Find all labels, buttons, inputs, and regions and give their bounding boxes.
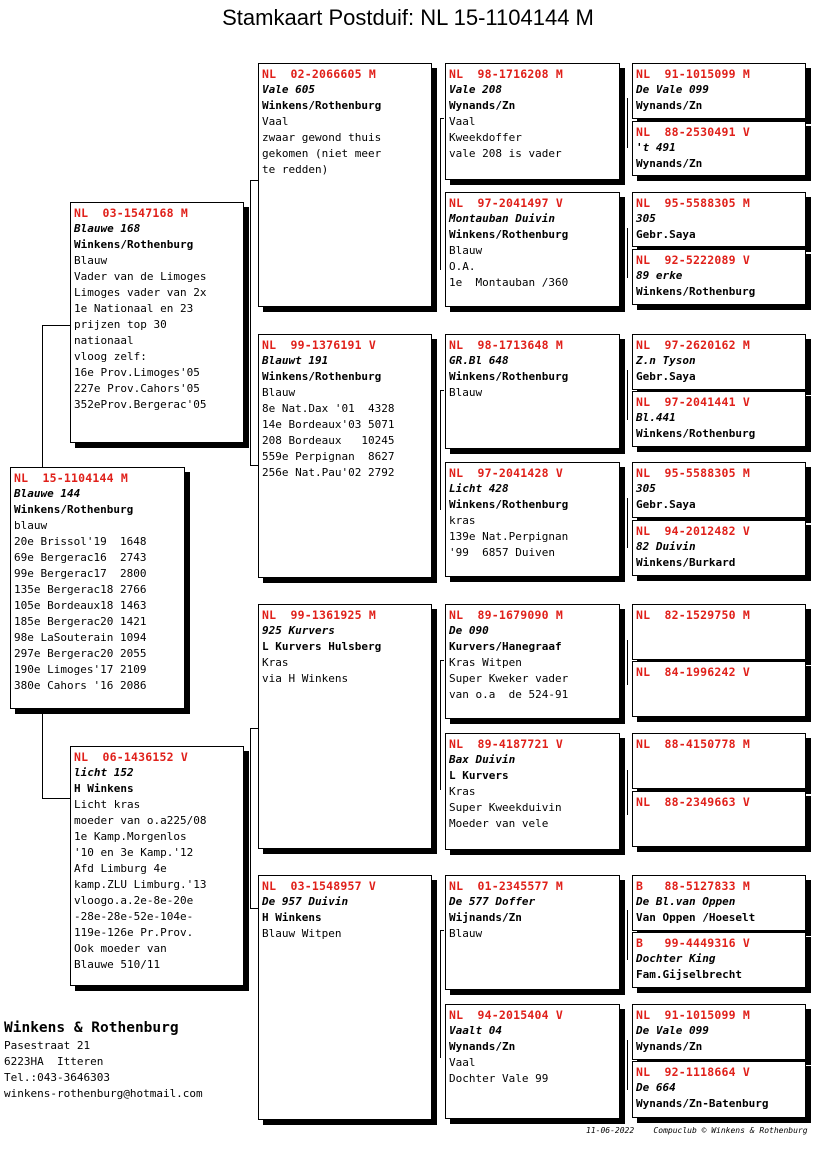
pigeon-owner: Kurvers/Hanegraaf <box>449 640 562 653</box>
pigeon-info-line: nationaal <box>74 334 134 347</box>
ring-number: NL 94-2012482 V <box>636 524 750 538</box>
ring-number: NL 98-1716208 M <box>449 67 563 81</box>
pigeon-info-line: Kras <box>449 785 476 798</box>
pigeon-info-line: 1e Montauban /360 <box>449 276 569 289</box>
pigeon-card-gen5 <box>632 334 806 390</box>
pigeon-info-line: 1e Kamp.Morgenlos <box>74 830 187 843</box>
pigeon-info-line: Dochter Vale 99 <box>449 1072 549 1085</box>
pigeon-owner: Winkens/Rothenburg <box>636 427 756 440</box>
connector-line <box>440 390 441 510</box>
pigeon-card-gen4 <box>445 875 620 990</box>
pigeon-owner: H Winkens <box>74 782 134 795</box>
connector-line <box>440 660 441 790</box>
pigeon-name: Blauwt 191 <box>262 354 329 367</box>
page-title: Stamkaart Postduif: NL 15-1104144 M <box>222 5 594 30</box>
pigeon-card-subject <box>10 467 185 709</box>
pigeon-name: Blauwe 168 <box>74 222 141 235</box>
connector-line <box>627 370 628 420</box>
pigeon-info-line: 105e Bordeaux18 1463 <box>14 599 147 612</box>
pigeon-name: De 664 <box>636 1081 676 1094</box>
pigeon-owner: Winkens/Rothenburg <box>636 285 756 298</box>
connector-line <box>250 180 251 325</box>
pigeon-card-gen5 <box>632 520 806 576</box>
ring-number: NL 88-4150778 M <box>636 737 750 751</box>
pigeon-name: Vale 208 <box>449 83 502 96</box>
ring-number: NL 97-2041428 V <box>449 466 563 480</box>
pigeon-name: 305 <box>636 212 656 225</box>
pigeon-info-line: blauw <box>14 519 48 532</box>
pigeon-info-line: vale 208 is vader <box>449 147 562 160</box>
pigeon-info-line: 139e Nat.Perpignan <box>449 530 569 543</box>
pigeon-info-line: moeder van o.a225/08 <box>74 814 207 827</box>
pigeon-info-line: 16e Prov.Limoges'05 <box>74 366 200 379</box>
pigeon-name: Bl.441 <box>636 411 676 424</box>
ring-number: NL 97-2041441 V <box>636 395 750 409</box>
pigeon-name: Z.n Tyson <box>636 354 696 367</box>
pigeon-info-line: Blauwe 510/11 <box>74 958 161 971</box>
pigeon-card-gen5 <box>632 1004 806 1060</box>
pigeon-info-line: van o.a de 524-91 <box>449 688 569 701</box>
pigeon-info-line: Kras <box>262 656 289 669</box>
ring-number: NL 06-1436152 V <box>74 750 188 764</box>
owner-address: Pasestraat 21 <box>4 1039 91 1052</box>
connector-line <box>440 930 444 931</box>
owner-contact-block <box>4 1018 203 1102</box>
connector-line <box>627 770 628 815</box>
pigeon-info-line: 1e Nationaal en 23 <box>74 302 194 315</box>
pigeon-info-line: 256e Nat.Pau'02 2792 <box>262 466 395 479</box>
pigeon-info-line: 69e Bergerac16 2743 <box>14 551 147 564</box>
pigeon-owner: Winkens/Rothenburg <box>262 370 382 383</box>
ring-number: NL 89-1679090 M <box>449 608 563 622</box>
connector-line <box>42 710 43 798</box>
ring-number: NL 15-1104144 M <box>14 471 128 485</box>
connector-line <box>440 930 441 1058</box>
pigeon-owner: Winkens/Burkard <box>636 556 736 569</box>
pigeon-info-line: 227e Prov.Cahors'05 <box>74 382 200 395</box>
pigeon-owner: Wynands/Zn <box>449 99 516 112</box>
connector-line <box>627 1040 628 1090</box>
pigeon-info-line: 208 Bordeaux 10245 <box>262 434 395 447</box>
pigeon-info-line: 20e Brissol'19 1648 <box>14 535 147 548</box>
ring-number: NL 02-2066605 M <box>262 67 376 81</box>
ring-number: NL 98-1713648 M <box>449 338 563 352</box>
pigeon-info-line: zwaar gewond thuis <box>262 131 382 144</box>
pigeon-owner: Winkens/Rothenburg <box>14 503 134 516</box>
pigeon-name: Blauwe 144 <box>14 487 81 500</box>
pigeon-owner: Winkens/Rothenburg <box>262 99 382 112</box>
pigeon-info-line: 380e Cahors '16 2086 <box>14 679 147 692</box>
pigeon-owner: Winkens/Rothenburg <box>74 238 194 251</box>
pigeon-info-line: kamp.ZLU Limburg.'13 <box>74 878 207 891</box>
pigeon-info-line: prijzen top 30 <box>74 318 167 331</box>
pigeon-owner: Gebr.Saya <box>636 228 696 241</box>
pigeon-info-line: 14e Bordeaux'03 5071 <box>262 418 395 431</box>
pigeon-name: Vaalt 04 <box>449 1024 502 1037</box>
pigeon-card-gen5 <box>632 791 806 847</box>
pigeon-info-line: 185e Bergerac20 1421 <box>14 615 147 628</box>
pigeon-card-gen5 <box>632 932 806 988</box>
pigeon-info-line: Blauw <box>449 244 483 257</box>
pigeon-info-line: 119e-126e Pr.Prov. <box>74 926 194 939</box>
pigeon-owner: Gebr.Saya <box>636 498 696 511</box>
pigeon-info-line: '10 en 3e Kamp.'12 <box>74 846 194 859</box>
pigeon-name: 925 Kurvers <box>262 624 335 637</box>
pigeon-info-line: Blauw <box>74 254 108 267</box>
connector-line <box>42 325 70 326</box>
pigeon-info-line: Ook moeder van <box>74 942 167 955</box>
pigeon-card-gen4 <box>445 604 620 719</box>
footer-credit: 11-06-2022 Compuclub © Winkens & Rothenburg <box>586 1126 808 1135</box>
pigeon-info-line: Super Kweekduivin <box>449 801 562 814</box>
connector-line <box>627 98 628 148</box>
pigeon-owner: Wynands/Zn <box>636 157 703 170</box>
pigeon-info-line: Licht kras <box>74 798 141 811</box>
connector-line <box>250 180 258 181</box>
pigeon-info-line: Moeder van vele <box>449 817 549 830</box>
connector-line <box>250 728 258 729</box>
pigeon-card-gen5 <box>632 121 806 176</box>
pigeon-name: De Bl.van Oppen <box>636 895 736 908</box>
owner-email: winkens-rothenburg@hotmail.com <box>4 1087 203 1100</box>
pigeon-info-line: Vaal <box>262 115 289 128</box>
pigeon-card-gen3 <box>258 604 432 849</box>
pigeon-card-gen3 <box>258 875 432 1120</box>
ring-number: B 99-4449316 V <box>636 936 750 950</box>
pigeon-name: Dochter King <box>636 952 716 965</box>
pigeon-card-gen5 <box>632 391 806 447</box>
pigeon-card-gen4 <box>445 334 620 449</box>
pigeon-card-gen5 <box>632 875 806 931</box>
pigeon-name: De Vale 099 <box>636 1024 709 1037</box>
pigeon-owner: Wynands/Zn <box>636 1040 703 1053</box>
pigeon-owner: Van Oppen /Hoeselt <box>636 911 756 924</box>
ring-number: NL 91-1015099 M <box>636 1008 750 1022</box>
pigeon-card-gen4 <box>445 192 620 307</box>
pigeon-info-line: O.A. <box>449 260 476 273</box>
pigeon-info-line: Blauw <box>262 386 296 399</box>
pigeon-card-gen5 <box>632 249 806 305</box>
pigeon-info-line: '99 6857 Duiven <box>449 546 555 559</box>
pigeon-card-gen4 <box>445 733 620 850</box>
pigeon-owner: L Kurvers <box>449 769 509 782</box>
connector-line <box>250 325 251 465</box>
pigeon-owner: Winkens/Rothenburg <box>449 498 569 511</box>
pigeon-owner: Gebr.Saya <box>636 370 696 383</box>
connector-line <box>250 465 258 466</box>
ring-number: NL 01-2345577 M <box>449 879 563 893</box>
pigeon-info-line: Kweekdoffer <box>449 131 522 144</box>
ring-number: NL 88-2349663 V <box>636 795 750 809</box>
ring-number: NL 89-4187721 V <box>449 737 563 751</box>
pigeon-info-line: 190e Limoges'17 2109 <box>14 663 147 676</box>
pigeon-info-line: vloog zelf: <box>74 350 147 363</box>
pigeon-owner: L Kurvers Hulsberg <box>262 640 382 653</box>
pigeon-info-line: Vader van de Limoges <box>74 270 207 283</box>
connector-line <box>440 118 441 270</box>
connector-line <box>627 498 628 548</box>
pigeon-owner: Winkens/Rothenburg <box>449 228 569 241</box>
connector-line <box>627 640 628 685</box>
connector-line <box>627 910 628 960</box>
pigeon-owner: Wynands/Zn-Batenburg <box>636 1097 769 1110</box>
pigeon-info-line: Vaal <box>449 115 476 128</box>
pigeon-name: De 577 Doffer <box>449 895 536 908</box>
ring-number: NL 94-2015404 V <box>449 1008 563 1022</box>
pigeon-owner: Winkens/Rothenburg <box>449 370 569 383</box>
pigeon-card-sire <box>70 202 244 443</box>
pigeon-owner: Wynands/Zn <box>636 99 703 112</box>
pigeon-info-line: Blauw <box>449 386 483 399</box>
pigeon-info-line: 135e Bergerac18 2766 <box>14 583 147 596</box>
pigeon-name: 't 491 <box>636 141 676 154</box>
pigeon-name: De 957 Duivin <box>262 895 349 908</box>
ring-number: NL 97-2620162 M <box>636 338 750 352</box>
pigeon-info-line: Limoges vader van 2x <box>74 286 207 299</box>
pigeon-owner: H Winkens <box>262 911 322 924</box>
connector-line <box>440 118 444 119</box>
pigeon-info-line: Blauw <box>449 927 483 940</box>
pigeon-info-line: gekomen (niet meer <box>262 147 382 160</box>
pigeon-card-gen5 <box>632 462 806 518</box>
ring-number: NL 82-1529750 M <box>636 608 750 622</box>
pigeon-name: Montauban Duivin <box>449 212 555 225</box>
ring-number: B 88-5127833 M <box>636 879 750 893</box>
owner-name: Winkens & Rothenburg <box>4 1020 179 1036</box>
pigeon-card-gen3 <box>258 334 432 578</box>
pigeon-info-line: vloogo.a.2e-8e-20e <box>74 894 194 907</box>
ring-number: NL 95-5588305 M <box>636 196 750 210</box>
pigeon-info-line: Vaal <box>449 1056 476 1069</box>
pigeon-name: 305 <box>636 482 656 495</box>
pigeon-card-gen5 <box>632 733 806 789</box>
pigeon-card-gen3 <box>258 63 432 307</box>
pigeon-info-line: Blauw Witpen <box>262 927 342 940</box>
pigeon-card-gen5 <box>632 604 806 660</box>
ring-number: NL 91-1015099 M <box>636 67 750 81</box>
ring-number: NL 99-1361925 M <box>262 608 376 622</box>
ring-number: NL 03-1548957 V <box>262 879 376 893</box>
pigeon-info-line: Kras Witpen <box>449 656 522 669</box>
pigeon-info-line: 559e Perpignan 8627 <box>262 450 395 463</box>
pigeon-name: 82 Duivin <box>636 540 696 553</box>
pigeon-info-line: Afd Limburg 4e <box>74 862 167 875</box>
owner-city: 6223HA Itteren <box>4 1055 104 1068</box>
pigeon-name: De 090 <box>449 624 489 637</box>
pigeon-info-line: 297e Bergerac20 2055 <box>14 647 147 660</box>
connector-line <box>250 908 258 909</box>
pigeon-card-gen5 <box>632 1061 806 1118</box>
pigeon-name: Vale 605 <box>262 83 315 96</box>
ring-number: NL 92-1118664 V <box>636 1065 750 1079</box>
pigeon-info-line: -28e-28e-52e-104e- <box>74 910 194 923</box>
ring-number: NL 95-5588305 M <box>636 466 750 480</box>
owner-phone: Tel.:043-3646303 <box>4 1071 110 1084</box>
pigeon-info-line: te redden) <box>262 163 329 176</box>
ring-number: NL 97-2041497 V <box>449 196 563 210</box>
pigeon-info-line: 98e LaSouterain 1094 <box>14 631 147 644</box>
pigeon-card-gen5 <box>632 63 806 119</box>
ring-number: NL 99-1376191 V <box>262 338 376 352</box>
pigeon-card-gen4 <box>445 1004 620 1119</box>
ring-number: NL 03-1547168 M <box>74 206 188 220</box>
pigeon-owner: Wynands/Zn <box>449 1040 516 1053</box>
pigeon-info-line: Super Kweker vader <box>449 672 569 685</box>
connector-line <box>42 798 70 799</box>
connector-line <box>627 228 628 278</box>
ring-number: NL 88-2530491 V <box>636 125 750 139</box>
pigeon-info-line: kras <box>449 514 476 527</box>
pigeon-info-line: via H Winkens <box>262 672 349 685</box>
pigeon-name: GR.Bl 648 <box>449 354 509 367</box>
pigeon-owner: Fam.Gijselbrecht <box>636 968 742 981</box>
pigeon-name: 89 erke <box>636 269 683 282</box>
connector-line <box>440 660 444 661</box>
ring-number: NL 92-5222089 V <box>636 253 750 267</box>
pigeon-card-gen5 <box>632 661 806 717</box>
pigeon-owner: Wijnands/Zn <box>449 911 522 924</box>
pigeon-info-line: 352eProv.Bergerac'05 <box>74 398 207 411</box>
pigeon-card-gen4 <box>445 63 620 180</box>
connector-line <box>250 728 251 908</box>
connector-line <box>42 325 43 470</box>
pigeon-card-gen4 <box>445 462 620 577</box>
pigeon-card-dam <box>70 746 244 986</box>
connector-line <box>440 390 444 391</box>
pigeon-name: Bax Duivin <box>449 753 516 766</box>
pigeon-card-gen5 <box>632 192 806 247</box>
ring-number: NL 84-1996242 V <box>636 665 750 679</box>
pigeon-info-line: 99e Bergerac17 2800 <box>14 567 147 580</box>
pigeon-info-line: 8e Nat.Dax '01 4328 <box>262 402 395 415</box>
pigeon-name: De Vale 099 <box>636 83 709 96</box>
pigeon-name: Licht 428 <box>449 482 509 495</box>
pigeon-name: licht 152 <box>74 766 134 779</box>
